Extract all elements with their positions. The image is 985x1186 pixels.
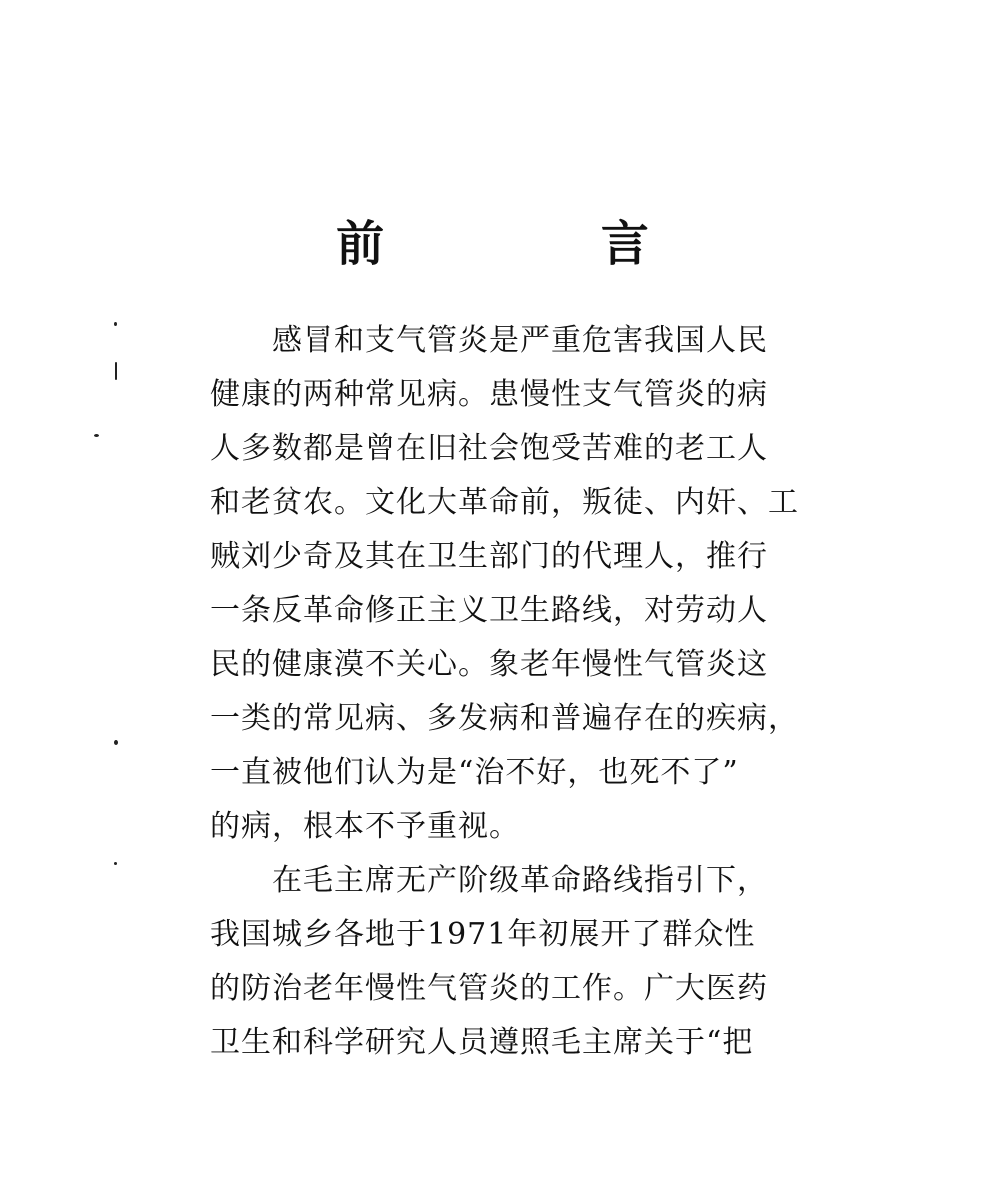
text-line: 人多数都是曾在旧社会饱受苦难的老工人 [210,431,768,466]
page-title: 前 言 [336,216,749,272]
scan-speck [114,862,117,865]
text-line: 感冒和支气管炎是严重危害我国人民 [210,323,768,358]
text-line: 健康的两种常见病。患慢性支气管炎的病 [210,377,768,412]
text-line: 我国城乡各地于1971年初展开了群众性 [210,917,756,952]
text-line: 民的健康漠不关心。象老年慢性气管炎这 [210,647,768,682]
text-line: 和老贫农。文化大革命前，叛徒、内奸、工 [210,485,799,520]
preface-body [210,314,830,1070]
text-line: 一直被他们认为是“治不好，也死不了” [210,755,739,790]
scan-speck [115,362,117,380]
scan-speck [94,434,99,437]
text-line: 的病，根本不予重视。 [210,809,520,844]
paragraph-2 [210,854,830,1070]
text-line: 的防治老年慢性气管炎的工作。广大医药 [210,971,768,1006]
text-line: 卫生和科学研究人员遵照毛主席关于“把 [210,1025,754,1060]
paragraph-1 [210,314,830,854]
scan-speck [114,322,117,326]
scan-speck [114,740,118,745]
text-line: 贼刘少奇及其在卫生部门的代理人，推行 [210,539,768,574]
text-line: 一条反革命修正主义卫生路线，对劳动人 [210,593,768,628]
text-line: 一类的常见病、多发病和普遍存在的疾病， [210,701,799,736]
text-line: 在毛主席无产阶级革命路线指引下， [210,863,768,898]
